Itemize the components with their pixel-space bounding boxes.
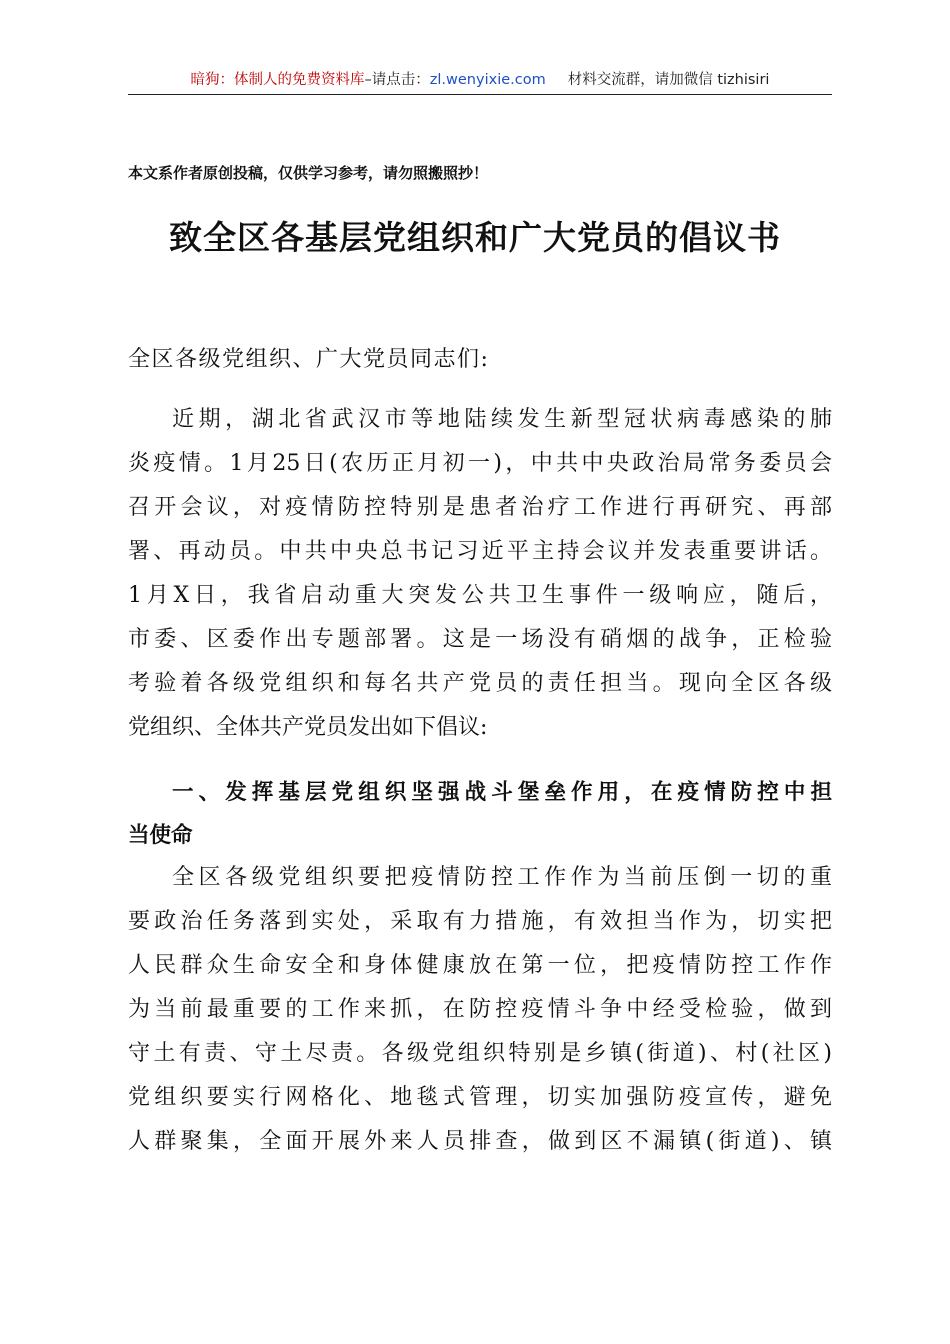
- paragraph-line: 全区各级党组织要把疫情防控工作作为当前压倒一切的重: [172, 865, 832, 890]
- paragraph-line: 要政治任务落到实处，采取有力措施，有效担当作为，切实把: [128, 909, 832, 934]
- header-url-link[interactable]: zl.wenyixie.com: [429, 72, 546, 88]
- paragraph-line: 近期，湖北省武汉市等地陆续发生新型冠状病毒感染的肺: [172, 407, 832, 432]
- paragraph-2: [128, 856, 832, 1164]
- paragraph-line: 党组织、全体共产党员发出如下倡议:: [128, 715, 488, 740]
- heading-line: 当使命: [128, 823, 193, 848]
- paragraph-line: 炎疫情。1月25日(农历正月初一)，中共中央政治局常务委员会: [128, 451, 832, 476]
- header-click-label: –请点击：: [364, 72, 430, 88]
- page-header: [128, 68, 832, 95]
- document-title: 致全区各基层党组织和广大党员的倡议书: [169, 218, 781, 257]
- paragraph-line: 考验着各级党组织和每名共产党员的责任担当。现向全区各级: [128, 671, 832, 696]
- section-heading-1: [128, 771, 832, 857]
- paragraph-1: [128, 398, 832, 750]
- header-brand: 暗狗：体制人的免费资料库: [190, 72, 365, 88]
- paragraph-line: 守土有责、守土尽责。各级党组织特别是乡镇(街道)、村(社区): [128, 1041, 832, 1066]
- disclaimer-text: 本文系作者原创投稿，仅供学习参考，请勿照搬照抄！: [128, 164, 489, 182]
- header-group-text: 材料交流群，请加微信 tizhisiri: [567, 72, 770, 88]
- paragraph-line: 1月X日，我省启动重大突发公共卫生事件一级响应，随后，: [128, 583, 832, 608]
- paragraph-line: 人群聚集，全面开展外来人员排查，做到区不漏镇(街道)、镇: [128, 1129, 832, 1154]
- paragraph-line: 为当前最重要的工作来抓，在防控疫情斗争中经受检验，做到: [128, 997, 832, 1022]
- paragraph-line: 市委、区委作出专题部署。这是一场没有硝烟的战争，正检验: [128, 627, 832, 652]
- paragraph-line: 党组织要实行网格化、地毯式管理，切实加强防疫宣传，避免: [128, 1085, 832, 1110]
- paragraph-line: 人民群众生命安全和身体健康放在第一位，把疫情防控工作作: [128, 953, 832, 978]
- paragraph-line: 召开会议，对疫情防控特别是患者治疗工作进行再研究、再部: [128, 495, 832, 520]
- salutation: 全区各级党组织、广大党员同志们:: [128, 347, 490, 372]
- heading-line: 一、发挥基层党组织坚强战斗堡垒作用，在疫情防控中担: [172, 780, 832, 805]
- paragraph-line: 署、再动员。中共中央总书记习近平主持会议并发表重要讲话。: [128, 539, 832, 564]
